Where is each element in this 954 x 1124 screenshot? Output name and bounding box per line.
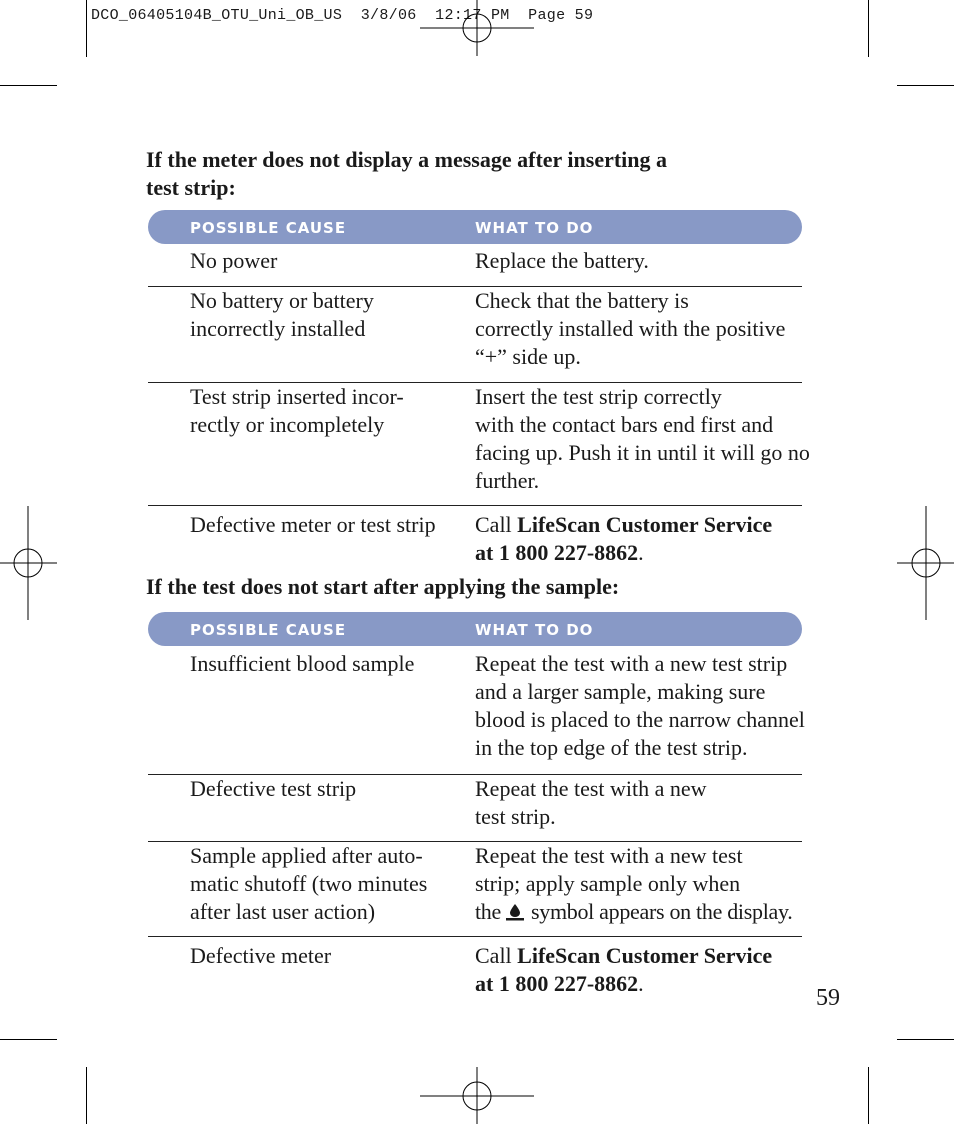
col-possible-cause: POSSIBLE CAUSE [190,219,347,237]
table-row: No battery or battery incorrectly installed Check that the battery is correctly installed with the positive “+” side up. [148,286,802,383]
page-number: 59 [816,985,840,1011]
customer-service-label: LifeScan Customer Service [517,943,773,968]
registration-mark-icon [420,0,534,58]
customer-service-label: LifeScan Customer Service [517,512,773,537]
crop-mark [868,0,869,57]
customer-service-phone: at 1 800 227-8862 [475,971,639,996]
section1-table-header [148,210,802,244]
crop-mark [0,85,57,86]
registration-mark-icon [0,506,58,620]
registration-mark-icon [420,1067,534,1124]
blood-drop-icon [505,902,525,922]
crop-mark [86,1067,87,1124]
table-row: Insufficient blood sample Repeat the test with a new test strip and a larger sample, making sure blood is placed to the narrow channel in the top edge of the test strip. [190,651,805,760]
print-slug: DCO_06405104B_OTU_Uni_OB_US 3/8/06 12:17 PM Page 59 [91,7,594,24]
customer-service-phone: at 1 800 227-8862 [475,540,639,565]
table-row: Test strip inserted incor- rectly or incompletely Insert the test strip correctly with the contact bars end first and facing up. Push it in until it will go no further. [148,382,802,506]
section2-table-header [148,612,802,646]
table-row: Sample applied after auto- matic shutoff (two minutes after last user action) Repeat the test with a new test strip; apply sample only when the symbol appears on the display. [148,841,802,937]
section2-heading: If the test does not start after applying the sample: [146,574,620,599]
crop-mark [0,1039,57,1040]
table-row: No power Replace the battery. [190,248,649,273]
table-row: Defective meter or test strip Call LifeScan Customer Service at 1 800 227-8862. [148,505,802,574]
col-possible-cause: POSSIBLE CAUSE [190,621,347,639]
crop-mark [868,1067,869,1124]
col-what-to-do: WHAT TO DO [475,219,594,237]
table-row: Defective test strip Repeat the test with a new test strip. [148,774,802,842]
col-what-to-do: WHAT TO DO [475,621,594,639]
section1-heading: If the meter does not display a message after inserting a test strip: [146,147,668,200]
table-row: Defective meter Call LifeScan Customer Service at 1 800 227-8862. [148,936,802,1003]
registration-mark-icon [896,506,954,620]
crop-mark [86,0,87,57]
crop-mark [897,1039,954,1040]
crop-mark [897,85,954,86]
